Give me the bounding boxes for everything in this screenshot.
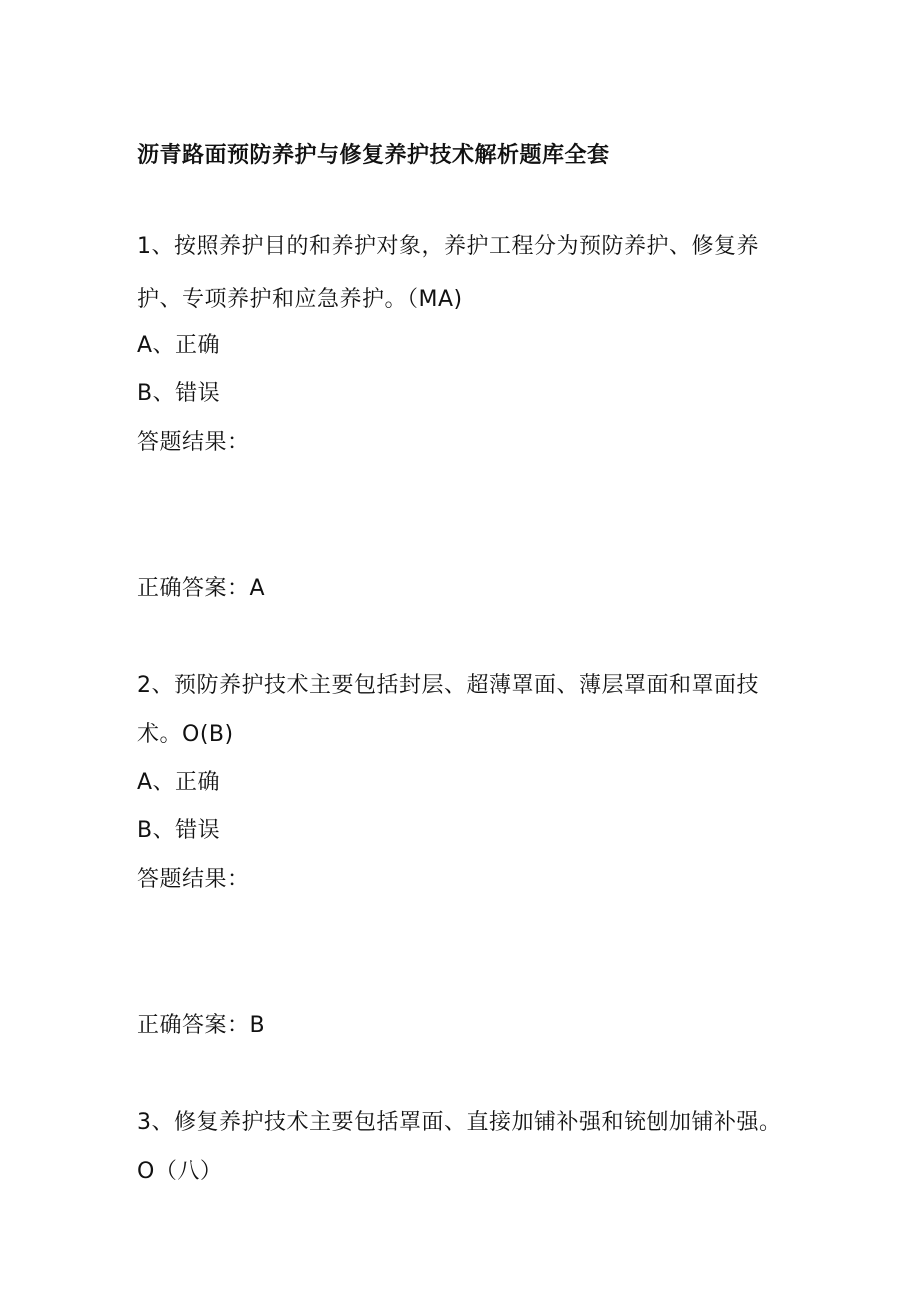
question-2-stem-line-2: 术。O(B) — [137, 722, 234, 747]
question-1-correct-answer: 正确答案：A — [137, 576, 266, 601]
question-2-result-label: 答题结果： — [137, 867, 250, 892]
question-1-stem-line-1: 1、按照养护目的和养护对象，养护工程分为预防养护、修复养 — [137, 234, 759, 259]
question-2-option-b: B、错误 — [137, 818, 221, 843]
question-3-stem-line-1: 3、修复养护技术主要包括罩面、直接加铺补强和铳刨加铺补强。 — [137, 1110, 782, 1135]
question-1-option-a: A、正确 — [137, 333, 221, 358]
question-3-stem-line-2: O（八） — [137, 1159, 223, 1184]
question-2-correct-answer: 正确答案：B — [137, 1013, 266, 1038]
question-1-result-label: 答题结果： — [137, 430, 250, 455]
question-2-option-a: A、正确 — [137, 770, 221, 795]
question-2-stem-line-1: 2、预防养护技术主要包括封层、超薄罩面、薄层罩面和罩面技 — [137, 673, 759, 698]
question-1-stem-line-2: 护、专项养护和应急养护。（MA) — [137, 287, 463, 312]
question-1-option-b: B、错误 — [137, 381, 221, 406]
document-title: 沥青路面预防养护与修复养护技术解析题库全套 — [137, 143, 610, 168]
